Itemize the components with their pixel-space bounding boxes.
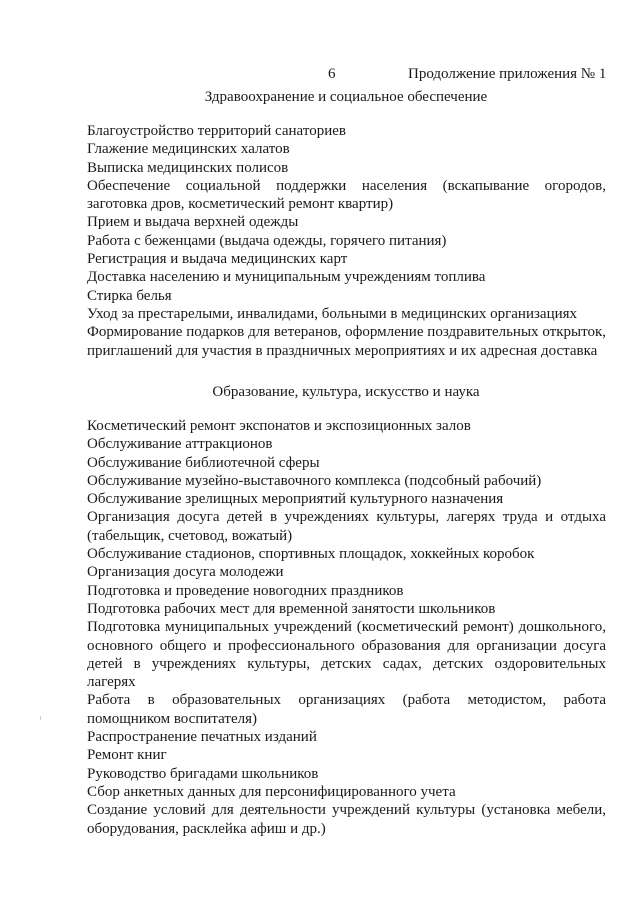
list-item: Выписка медицинских полисов [87,159,289,176]
list-item: Обслуживание музейно-выставочного комплекса (подсобный рабочий) [87,472,542,489]
education-culture-work-list [87,417,606,838]
appendix-continuation-note: Продолжение приложения № 1 [408,66,607,82]
list-item: Обслуживание зрелищных мероприятий культурного назначения [87,491,504,508]
list-item: Работа с беженцами (выдача одежды, горячего питания) [87,232,447,249]
list-item: Создание условий для деятельности учреждений культуры (установка мебели, оборудования, расклейка афиш и др.) [87,802,606,837]
list-item: Подготовка рабочих мест для временной занятости школьников [87,600,496,617]
list-item: Сбор анкетных данных для персонифицированного учета [87,783,456,800]
list-item: Ремонт книг [87,747,167,764]
list-item: Благоустройство территорий санаториев [87,123,346,139]
healthcare-work-list [87,122,606,360]
section-title-education-culture: Образование, культура, искусство и наука [212,384,480,400]
list-item: Обеспечение социальной поддержки населения (вскапывание огородов, заготовка дров, косметический ремонт квартир) [87,177,606,213]
list-item: Глажение медицинских халатов [87,141,290,158]
list-item: Регистрация и выдача медицинских карт [87,251,348,268]
list-item: Формирование подарков для ветеранов, оформление поздравительных открыток, приглашений для участия в праздничных мероприятиях и их адресная доставка [87,324,606,359]
list-item: Обслуживание аттракционов [87,436,273,453]
list-item: Обслуживание библиотечной сферы [87,454,320,471]
list-item: Доставка населению и муниципальным учреждениям топлива [87,269,486,286]
list-item: Организация досуга детей в учреждениях культуры, лагерях труда и отдыха (табельщик, счетовод, вожатый) [87,509,606,544]
page-header [0,66,640,86]
list-item: Косметический ремонт экспонатов и экспозиционных залов [87,418,471,434]
page-number: 6 [328,66,336,82]
list-item: Организация досуга молодежи [87,564,284,581]
list-item: Уход за престарелыми, инвалидами, больными в медицинских организациях [87,305,578,322]
list-item: Стирка белья [87,287,172,304]
list-item: Обслуживание стадионов, спортивных площадок, хоккейных коробок [87,546,535,563]
list-item: Распространение печатных изданий [87,729,317,746]
list-item: Прием и выдача верхней одежды [87,214,299,231]
section-title-healthcare: Здравоохранение и социальное обеспечение [204,89,488,105]
list-item: Подготовка муниципальных учреждений (косметический ремонт) дошкольного, основного общего и профессионального образования для организации досуга детей в учреждениях культуры, детских садах, детских оздоровительных лагерях [87,619,606,691]
list-item: Работа в образовательных организациях (работа методистом, работа помощником воспитателя) [87,692,606,727]
list-item: Руководство бригадами школьников [87,765,319,782]
scan-speck [40,716,41,720]
list-item: Подготовка и проведение новогодних праздников [87,582,404,599]
